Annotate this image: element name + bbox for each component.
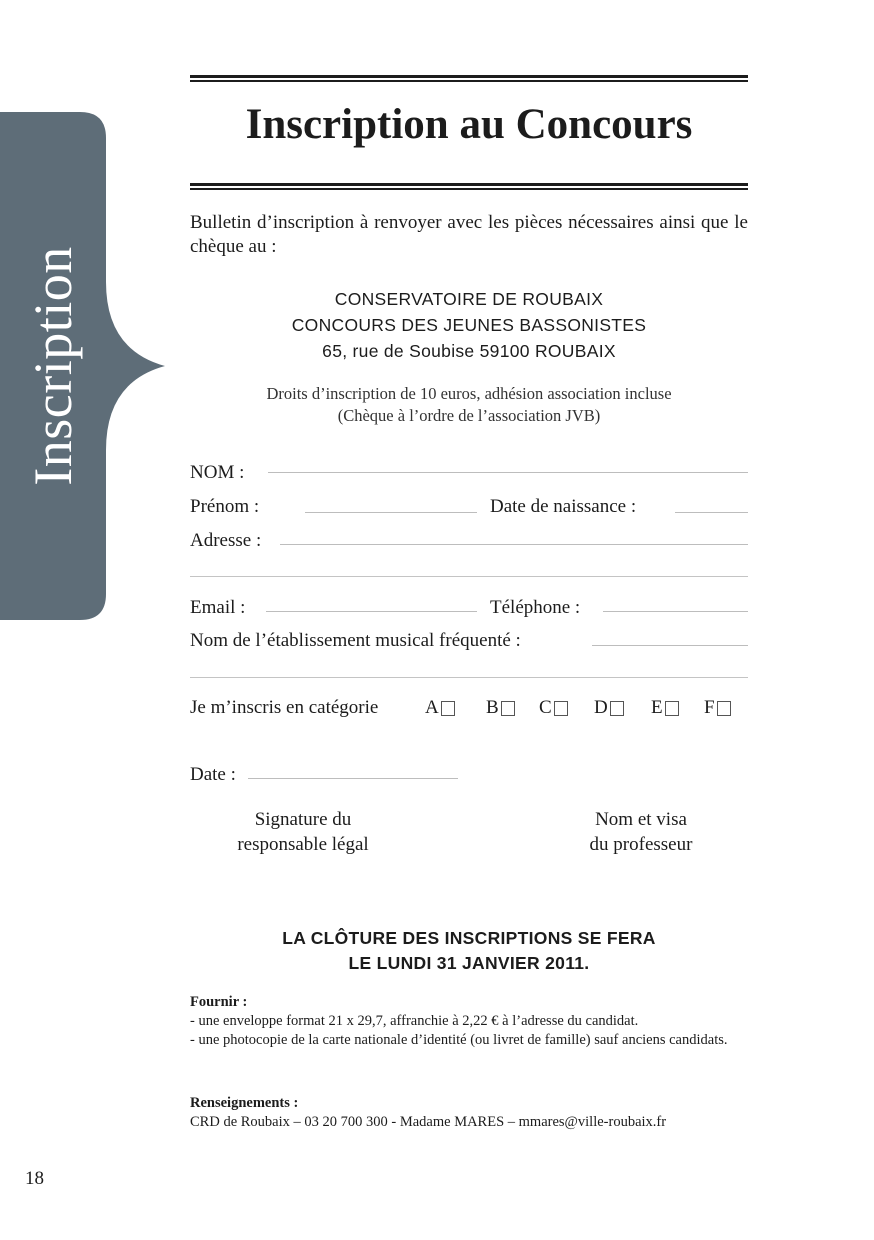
nom-field[interactable]: [268, 472, 748, 473]
category-a-label: A: [425, 697, 439, 718]
category-e[interactable]: [651, 697, 679, 719]
fees-line-1: Droits d’inscription de 10 euros, adhésion association incluse: [266, 384, 672, 403]
address-block: [190, 286, 748, 364]
renseignements-block: [190, 1094, 760, 1132]
category-c-checkbox[interactable]: [554, 701, 568, 716]
title-rule-top-1: [190, 75, 748, 78]
cloture-line-1: LA CLÔTURE DES INSCRIPTIONS SE FERA: [282, 928, 656, 948]
naissance-field[interactable]: [675, 512, 748, 513]
nom-label: NOM :: [190, 462, 245, 483]
fournir-heading: Fournir :: [190, 994, 248, 1010]
fournir-block: [190, 993, 748, 1050]
telephone-field[interactable]: [603, 611, 748, 612]
side-tab-label: Inscription: [23, 246, 83, 486]
email-field[interactable]: [266, 611, 477, 612]
category-b-checkbox[interactable]: [501, 701, 515, 716]
title-rule-bottom-2: [190, 188, 748, 190]
etablissement-field-line-2[interactable]: [190, 677, 748, 678]
signature-responsable: [203, 807, 403, 857]
signature-right-line-2: du professeur: [589, 834, 693, 855]
email-label: Email :: [190, 597, 246, 618]
category-f-checkbox[interactable]: [717, 701, 731, 716]
intro-text: Bulletin d’inscription à renvoyer avec les pièces nécessaires ainsi que le chèque au :: [190, 212, 748, 257]
signature-left-line-2: responsable légal: [237, 834, 369, 855]
renseignements-text: CRD de Roubaix – 03 20 700 300 - Madame MARES – mmares@ville-roubaix.fr: [190, 1114, 667, 1130]
page-title: Inscription au Concours: [245, 101, 693, 148]
category-e-checkbox[interactable]: [665, 701, 679, 716]
title-rule-bottom-1: [190, 183, 748, 186]
signature-right-line-1: Nom et visa: [595, 809, 687, 830]
renseignements-heading: Renseignements :: [190, 1095, 299, 1111]
signature-professeur: [541, 807, 741, 857]
prenom-label: Prénom :: [190, 496, 260, 517]
naissance-label: Date de naissance :: [490, 496, 637, 517]
fees-line-2: (Chèque à l’ordre de l’association JVB): [337, 406, 601, 425]
category-c[interactable]: [539, 697, 568, 719]
date-field[interactable]: [248, 778, 458, 779]
category-e-label: E: [651, 697, 663, 718]
category-d-label: D: [594, 697, 608, 718]
telephone-label: Téléphone :: [490, 597, 581, 618]
category-a[interactable]: [425, 697, 455, 719]
prenom-field[interactable]: [305, 512, 477, 513]
etablissement-label: Nom de l’établissement musical fréquenté :: [190, 630, 521, 651]
category-a-checkbox[interactable]: [441, 701, 455, 716]
address-line-3: 65, rue de Soubise 59100 ROUBAIX: [322, 341, 616, 361]
fournir-item-2: - une photocopie de la carte nationale d’identité (ou livret de famille) sauf anciens candidats.: [190, 1032, 728, 1048]
category-f[interactable]: [704, 697, 731, 719]
title-rule-top-2: [190, 80, 748, 82]
fournir-item-1: - une enveloppe format 21 x 29,7, affranchie à 2,22 € à l’adresse du candidat.: [190, 1013, 639, 1029]
categorie-label: Je m’inscris en catégorie: [190, 697, 379, 718]
category-b-label: B: [486, 697, 499, 718]
date-label: Date :: [190, 764, 236, 785]
adresse-field-line-2[interactable]: [190, 576, 748, 577]
category-f-label: F: [704, 697, 715, 718]
address-line-2: CONCOURS DES JEUNES BASSONISTES: [291, 315, 647, 335]
signature-left-line-1: Signature du: [254, 809, 352, 830]
adresse-field[interactable]: [280, 544, 748, 545]
category-d-checkbox[interactable]: [610, 701, 624, 716]
page-number: 18: [25, 1168, 44, 1189]
adresse-label: Adresse :: [190, 530, 262, 551]
fees-block: [190, 383, 748, 427]
cloture-line-2: LE LUNDI 31 JANVIER 2011.: [348, 953, 590, 973]
category-d[interactable]: [594, 697, 624, 719]
cloture-notice: [190, 926, 748, 976]
address-line-1: CONSERVATOIRE DE ROUBAIX: [334, 289, 604, 309]
category-c-label: C: [539, 697, 552, 718]
category-b[interactable]: [486, 697, 515, 719]
etablissement-field[interactable]: [592, 645, 748, 646]
